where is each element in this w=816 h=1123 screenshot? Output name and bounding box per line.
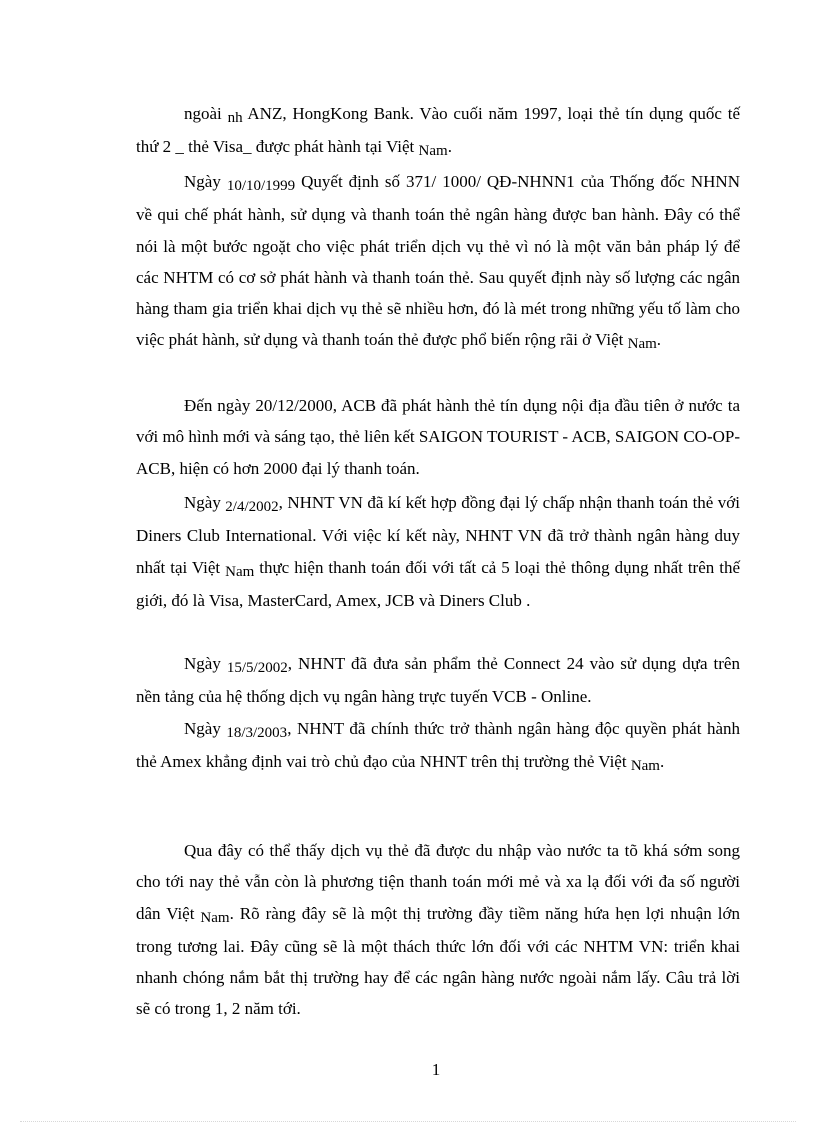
text-run-lowered: 2/4/2002 (225, 499, 279, 515)
text-run: Ngày (184, 654, 227, 673)
text-run-lowered: 10/10/1999 (226, 178, 296, 194)
paragraph-5 (136, 648, 740, 713)
text-run-lowered: Nam (418, 143, 448, 160)
page-number: 1 (431, 1060, 441, 1079)
text-run-lowered: Nam (627, 336, 657, 353)
paragraph-7 (136, 835, 740, 1025)
text-run: , NHNT VN đã kí kết hợp đồng đại lý chấp nhận thanh toán thẻ với Diners Club International. Với việc kí kết này, NHNT VN đã trở thành ngân hàng duy nhất tại Việt (136, 493, 740, 577)
text-run: Ngày (184, 719, 227, 738)
text-run: , NHNT đã chính thức trở thành ngân hàng độc quyền phát hành thẻ Amex khẳng định vai trò chủ đạo của NHNT trên thị trường thẻ Việt (136, 719, 740, 772)
text-run: ngoài (184, 104, 228, 123)
text-run: Đến ngày 20/12/2000, ACB đã phát hành thẻ tín dụng nội địa đầu tiên ở nước ta với mô hình mới và sáng tạo, thẻ liên kết SAIGON TOURIST - ACB, SAIGON CO-OP-ACB, hiện có hơn 2000 đại lý thanh toán. (136, 396, 740, 478)
paragraph-6 (136, 713, 740, 780)
paragraph-3 (136, 390, 740, 484)
text-run-lowered: Nam (225, 563, 255, 580)
text-run: Qua đây có thể thấy dịch vụ thẻ đã được du nhập vào nước ta tõ khá sớm song cho tới nay thẻ vẫn còn là phương tiện thanh toán mới mẻ và xa lạ đối với đa số người dân Việt (136, 841, 740, 923)
text-run-lowered: nh (227, 110, 243, 126)
text-run: . Rõ ràng đây sẽ là một thị trường đầy tiềm năng hứa hẹn lợi nhuận lớn trong tương lai. Đây cũng sẽ là một thách thức lớn đối với các NHTM VN: triển khai nhanh chóng nắm bắt thị trường hay để các ngân hàng nước ngoài nắm lấy. Câu trả lời sẽ có trong 1, 2 năm tới. (136, 903, 740, 1019)
paragraph-1 (136, 98, 740, 165)
text-run: , NHNT đã đưa sản phẩm thẻ Connect 24 vào sử dụng dựa trên nền tảng của hệ thống dịch vụ ngân hàng trực tuyến VCB - Online. (136, 654, 740, 707)
text-run: Ngày (184, 493, 226, 512)
text-run: ANZ, HongKong Bank. Vào cuối năm 1997, loại thẻ tín dụng quốc tế thứ 2 _ thẻ Visa_ được phát hành tại Việt (136, 104, 740, 157)
text-run: . (447, 137, 452, 157)
text-run: . (659, 752, 665, 772)
text-run: . (656, 330, 662, 350)
text-run: Ngày (184, 172, 227, 191)
text-run: Quyết định số 371/ 1000/ QĐ-NHNN1 của Thống đốc NHNN về qui chế phát hành, sử dụng và thanh toán thẻ ngân hàng được ban hành. Đây có thể nói là một bước ngoặt cho việc phát triển dịch vụ thẻ vì nó là một văn bản pháp lý để các NHTM có cơ sở phát hành và thanh toán thẻ. Sau quyết định này số lượng các ngân hàng tham gia triển khai dịch vụ thẻ sẽ nhiều hơn, đó là mét trong những yếu tố làm cho việc phát hành, sử dụng và thanh toán thẻ được phổ biến rộng rãi ở Việt (136, 172, 740, 350)
text-run: thực hiện thanh toán đối với tất cả 5 loại thẻ thông dụng nhất trên thế giới, đó là Visa, MasterCard, Amex, JCB và Diners Club . (136, 557, 740, 610)
paragraph-4 (136, 487, 740, 616)
paragraph-2 (136, 166, 740, 358)
text-run-lowered: Nam (200, 909, 230, 926)
page-bottom-dotted-rule (20, 1121, 796, 1122)
text-run-lowered: 15/5/2002 (226, 660, 288, 676)
text-run-lowered: Nam (630, 758, 660, 775)
text-run-lowered: 18/3/2003 (226, 725, 288, 741)
